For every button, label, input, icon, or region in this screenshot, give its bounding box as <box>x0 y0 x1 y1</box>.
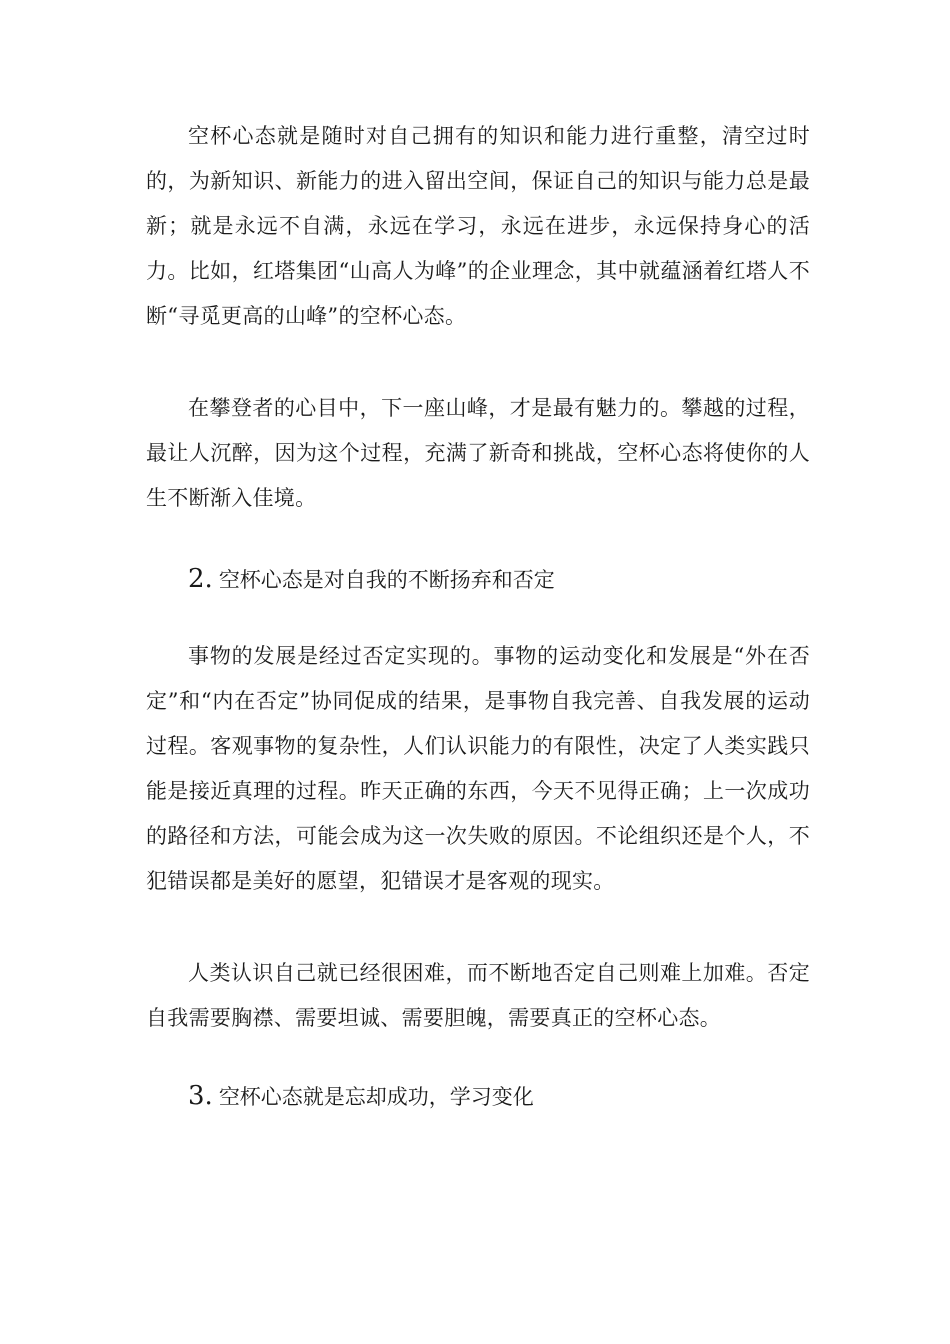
section-heading-3 <box>188 1080 534 1113</box>
section-heading-2 <box>188 563 555 596</box>
paragraph-climber: 在攀登者的心目中，下一座山峰，才是最有魅力的。攀越的过程，最让人沉醉，因为这个过程，充满了新奇和挑战，空杯心态将使你的人生不断渐入佳境。 <box>146 396 810 510</box>
paragraph-negation: 事物的发展是经过否定实现的。事物的运动变化和发展是“外在否定”和“内在否定”协同促成的结果，是事物自我完善、自我发展的运动过程。客观事物的复杂性，人们认识能力的有限性，决定了人类实践只能是接近真理的过程。昨天正确的东西，今天不见得正确；上一次成功的路径和方法，可能会成为这一次失败的原因。不论组织还是个人，不犯错误都是美好的愿望，犯错误才是客观的现实。 <box>146 644 810 893</box>
paragraph-empty-cup-definition: 空杯心态就是随时对自己拥有的知识和能力进行重整，清空过时的，为新知识、新能力的进入留出空间，保证自己的知识与能力总是最新；就是永远不自满，永远在学习，永远在进步，永远保持身心的活力。比如，红塔集团“山高人为峰”的企业理念，其中就蕴涵着红塔人不断“寻觅更高的山峰”的空杯心态。 <box>146 124 810 328</box>
section-number-3: 3. <box>188 1081 213 1111</box>
section-title-2: 空杯心态是对自我的不断扬弃和否定 <box>218 568 555 592</box>
section-number-2: 2. <box>188 564 213 594</box>
paragraph-self-negation: 人类认识自己就已经很困难，而不断地否定自己则难上加难。否定自我需要胸襟、需要坦诚、需要胆魄，需要真正的空杯心态。 <box>146 961 810 1030</box>
section-title-3: 空杯心态就是忘却成功，学习变化 <box>218 1085 534 1109</box>
